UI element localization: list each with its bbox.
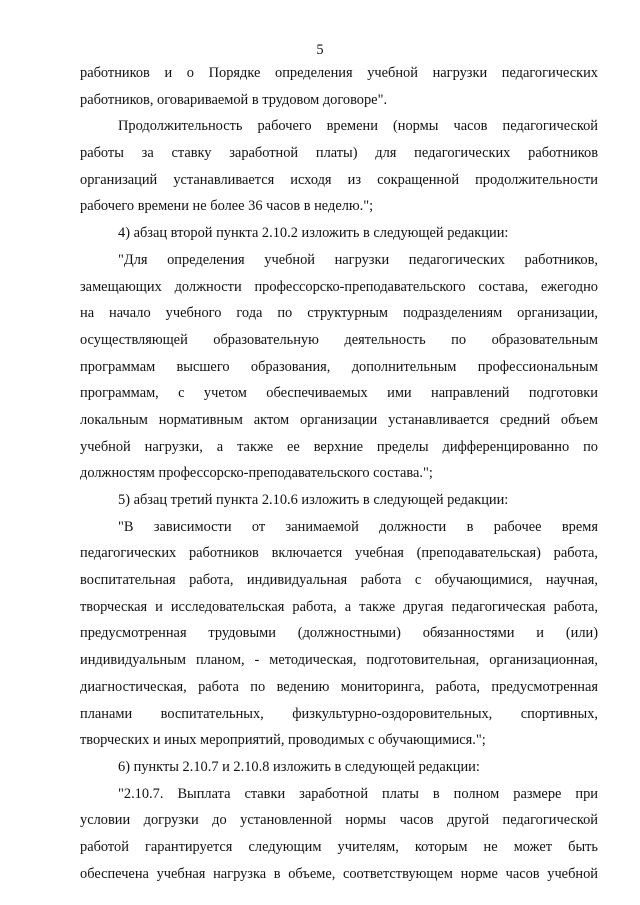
- text-line: работы за ставку заработной платы) для педагогических работников: [80, 145, 598, 162]
- paragraph: [80, 113, 598, 220]
- text-line: должностям профессорско-преподавательского состава.";: [80, 465, 433, 482]
- text-line: программам высшего образования, дополнительным профессиональным: [80, 358, 598, 375]
- paragraph: [80, 247, 598, 487]
- paragraph: [80, 754, 598, 781]
- text-line: "2.10.7. Выплата ставки заработной платы в полном размере при: [118, 785, 598, 802]
- page-number: 5: [316, 42, 324, 58]
- text-line: предусмотренная трудовыми (должностными) обязанностями и (или): [80, 625, 598, 642]
- paragraph: [80, 487, 598, 514]
- text-line: обеспечена учебная нагрузка в объеме, соответствующем норме часов учебной: [80, 865, 598, 882]
- paragraph: [80, 220, 598, 247]
- text-line: индивидуальным планом, - методическая, подготовительная, организационная,: [80, 652, 598, 669]
- text-line: на начало учебного года по структурным подразделениям организации,: [80, 305, 598, 322]
- text-line: локальным нормативным актом организации устанавливается средний объем: [80, 411, 598, 428]
- paragraph: [80, 60, 598, 113]
- text-line: программам, с учетом обеспечиваемых ими направлений подготовки: [80, 385, 598, 402]
- text-line: работников, оговариваемой в трудовом договоре".: [80, 91, 388, 108]
- text-line: воспитательная работа, индивидуальная работа с обучающимися, научная,: [80, 572, 598, 589]
- text-line: "Для определения учебной нагрузки педагогических работников,: [118, 251, 598, 268]
- text-line: организаций устанавливается исходя из сокращенной продолжительности: [80, 171, 598, 188]
- text-line: 6) пункты 2.10.7 и 2.10.8 изложить в следующей редакции:: [118, 758, 480, 775]
- text-line: работой гарантируется следующим учителям, которым не может быть: [80, 838, 598, 855]
- text-line: творческих и иных мероприятий, проводимых с обучающимися.";: [80, 732, 486, 749]
- text-line: осуществляющей образовательную деятельность по образовательным: [80, 331, 598, 348]
- text-line: педагогических работников включается учебная (преподавательская) работа,: [80, 545, 598, 562]
- document-body: [80, 60, 598, 887]
- paragraph: [80, 514, 598, 754]
- text-line: условии догрузки до установленной нормы часов другой педагогической: [80, 812, 598, 829]
- text-line: рабочего времени не более 36 часов в неделю.";: [80, 198, 374, 215]
- text-line: замещающих должности профессорско-преподавательского состава, ежегодно: [80, 278, 598, 295]
- text-line: работников и о Порядке определения учебной нагрузки педагогических: [80, 65, 598, 81]
- text-line: планами воспитательных, физкультурно-оздоровительных, спортивных,: [80, 705, 598, 722]
- text-line: "В зависимости от занимаемой должности в рабочее время: [118, 518, 598, 535]
- text-line: диагностическая, работа по ведению мониторинга, работа, предусмотренная: [80, 678, 598, 695]
- text-line: Продолжительность рабочего времени (нормы часов педагогической: [118, 118, 598, 135]
- text-line: учебной нагрузки, а также ее верхние пределы дифференцированно по: [80, 438, 598, 455]
- text-line: 4) абзац второй пункта 2.10.2 изложить в следующей редакции:: [118, 225, 509, 242]
- text-line: 5) абзац третий пункта 2.10.6 изложить в следующей редакции:: [118, 492, 509, 508]
- paragraph: [80, 781, 598, 888]
- text-line: творческая и исследовательская работа, а также другая педагогическая работа,: [80, 598, 598, 615]
